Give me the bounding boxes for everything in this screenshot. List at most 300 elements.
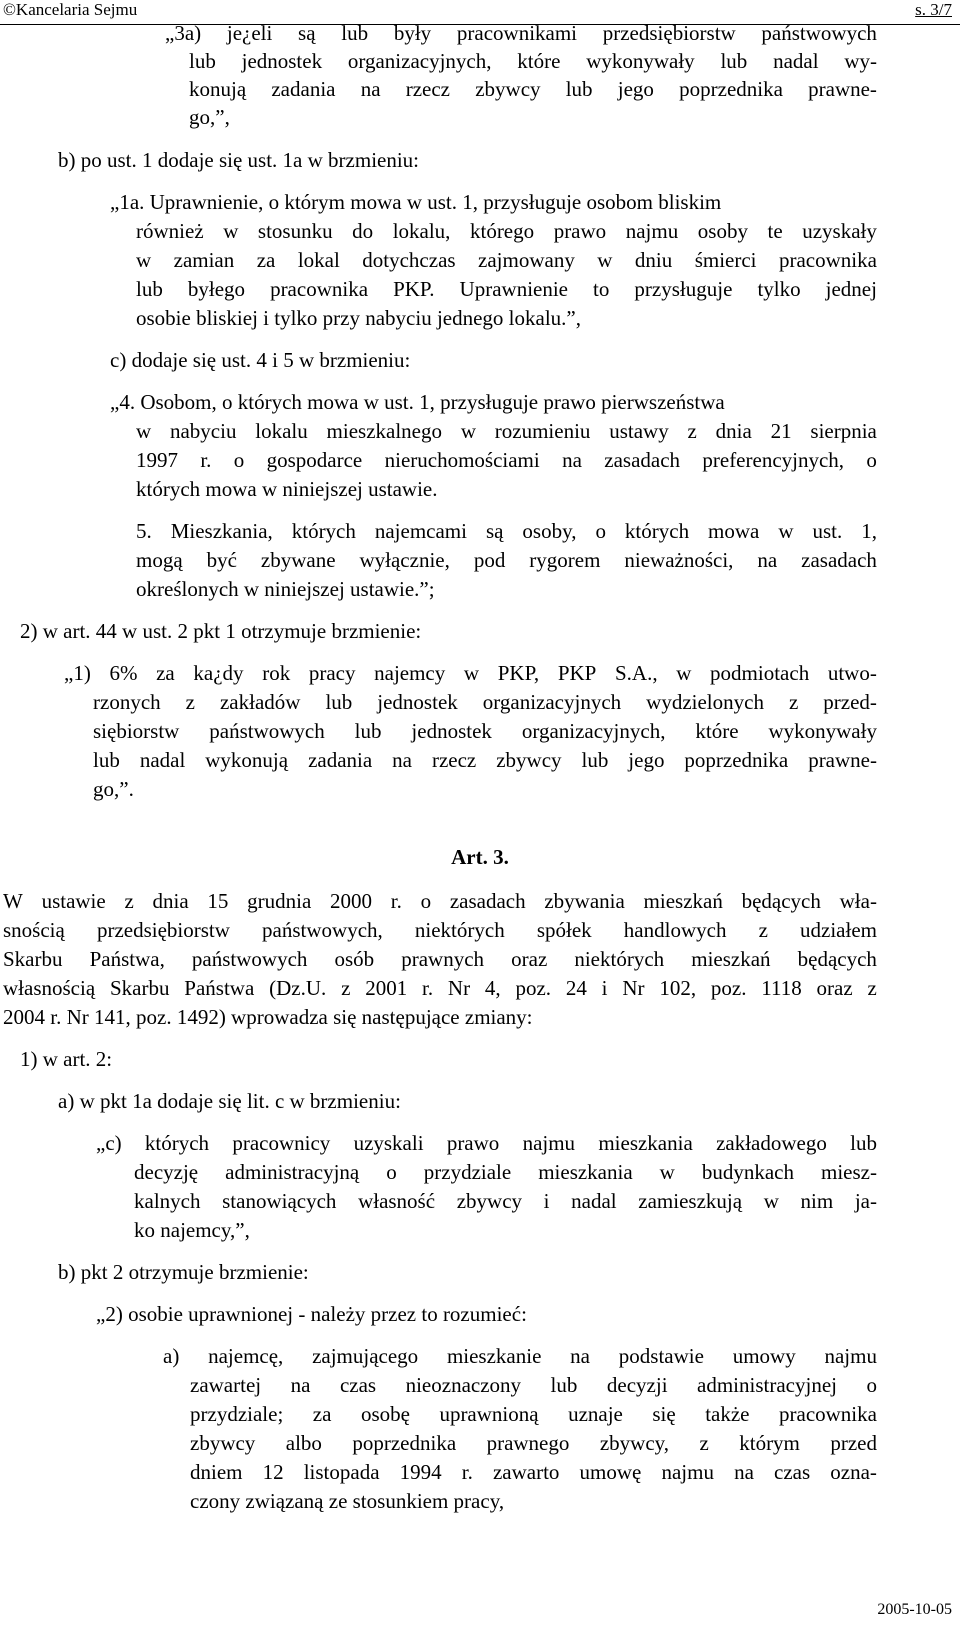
word: przysługuje (634, 277, 733, 301)
word: i (601, 976, 608, 1000)
text-line (134, 1159, 877, 1185)
word: na (734, 1460, 754, 1484)
word: 1, (861, 519, 877, 543)
word: także (705, 1402, 750, 1426)
word: ust. (812, 519, 843, 543)
text-line: 2) w art. 44 w ust. 2 pkt 1 otrzymuje brzmienie: (20, 619, 422, 643)
text-line: a) w pkt 1a dodaje się lit. c w brzmieniu: (58, 1089, 401, 1113)
word: poprzednika (679, 77, 783, 101)
word: w (676, 661, 692, 685)
word: najmu (522, 1131, 576, 1155)
word: osobę (360, 1402, 410, 1426)
word: prawo (553, 219, 607, 243)
word: „c) (96, 1131, 122, 1155)
text-line (136, 547, 877, 573)
word: ozna- (830, 1460, 877, 1484)
word: w (778, 519, 794, 543)
word: administracyjnej (697, 1373, 837, 1397)
word: własność (358, 1189, 436, 1213)
word: z (687, 419, 697, 443)
word: PKP (557, 661, 597, 685)
word: uznaje (568, 1402, 623, 1426)
word: którego (469, 219, 535, 243)
word: preferencyjnych, (702, 448, 845, 472)
word: mieszkań (691, 947, 771, 971)
word: zamian (173, 248, 235, 272)
word: r. (422, 976, 434, 1000)
word: PKP. (393, 277, 435, 301)
word: jednej (825, 277, 877, 301)
word: a) (163, 1344, 180, 1368)
word: lub (136, 277, 163, 301)
word: 4, (484, 976, 501, 1000)
text-line (190, 1430, 877, 1456)
word: zajmującego (312, 1344, 419, 1368)
word: zbywcy (475, 77, 541, 101)
word: ustawy (609, 419, 669, 443)
text-line: 2004 r. Nr 141, poz. 1492) wprowadza się następujące zmiany: (3, 1005, 533, 1029)
word: poprzednika (352, 1431, 457, 1455)
word: rok (262, 661, 291, 685)
text-line: „4. Osobom, o których mowa w ust. 1, przysługuje prawo pierwszeństwa (110, 390, 725, 414)
text-line (93, 689, 877, 715)
word: utwo- (827, 661, 877, 685)
word: ustawie (41, 889, 106, 913)
word: których (291, 519, 356, 543)
text-line: osobie bliskiej i tylko przy nabyciu jednego lokalu.”, (136, 306, 581, 330)
word: je¿eli (226, 21, 273, 45)
text-line (3, 946, 877, 972)
word: rzonych (93, 690, 161, 714)
word: lub (325, 690, 353, 714)
word: lub (189, 49, 216, 73)
word: organizacyjnych, (347, 49, 492, 73)
word: zamieszkują (638, 1189, 743, 1213)
word: przedsiębiorstw (602, 21, 736, 45)
word: zadania (271, 77, 336, 101)
word: mieszkalnego (326, 419, 443, 443)
text-line (190, 1372, 877, 1398)
word: 2001 (365, 976, 408, 1000)
footer-date: 2005-10-05 (877, 1601, 952, 1618)
word: pracownika (778, 248, 877, 272)
word: przydziale; (190, 1402, 284, 1426)
word: na (562, 448, 582, 472)
word: lub (720, 49, 748, 73)
word: dnia (715, 419, 752, 443)
word: zbywcy (190, 1431, 256, 1455)
word: nim (800, 1189, 834, 1213)
word: r. (461, 1460, 473, 1484)
word: te (767, 219, 783, 243)
word: nadal (139, 748, 186, 772)
word: 1118 (761, 976, 802, 1000)
word: jego (617, 77, 654, 101)
word: przed- (823, 690, 877, 714)
word: z (699, 1431, 709, 1455)
word: w (136, 248, 152, 272)
word: na (392, 748, 412, 772)
word: nadal (571, 1189, 617, 1213)
word: lub (550, 1373, 578, 1397)
text-line: „2) osobie uprawnionej - należy przez to rozumieć: (96, 1302, 527, 1326)
word: kalnych (134, 1189, 201, 1213)
text-line (136, 447, 877, 473)
word: w (597, 248, 613, 272)
word: (Dz.U. (269, 976, 327, 1000)
word: z (788, 690, 799, 714)
text-line: b) pkt 2 otrzymuje brzmienie: (58, 1260, 309, 1284)
word: wykonują (205, 748, 289, 772)
word: dotychczas (362, 248, 456, 272)
word: poz. (710, 976, 747, 1000)
word: w (463, 661, 480, 685)
word: rozumieniu (494, 419, 591, 443)
word: nieważności, (624, 548, 734, 572)
word: mieszkania (538, 1160, 633, 1184)
text-line: określonych w niniejszej ustawie.”; (136, 577, 435, 601)
word: które (517, 49, 561, 73)
word: jednostek (377, 690, 458, 714)
word: najemcę, (208, 1344, 284, 1368)
header-page-number: s. 3/7 (915, 0, 952, 19)
text-line: 1) w art. 2: (20, 1047, 113, 1071)
word: na (757, 548, 778, 572)
word: pracownikami (456, 21, 578, 45)
text-line: ko najemcy,”, (134, 1218, 250, 1242)
word: siębiorstw (93, 719, 180, 743)
word: lokal (297, 248, 340, 272)
text-line (136, 276, 877, 302)
word: wykonywały (586, 49, 695, 73)
text-line: go,”, (189, 105, 230, 129)
word: na (570, 1344, 590, 1368)
word: to (593, 277, 610, 301)
word: mieszkań (643, 889, 723, 913)
word: wydzielonych (646, 690, 764, 714)
word: r. (390, 889, 402, 913)
word: poprzednika (684, 748, 789, 772)
word: grudnia (247, 889, 312, 913)
word: lokalu, (392, 219, 451, 243)
word: lub (850, 1131, 877, 1155)
word: nieoznaczony (405, 1373, 522, 1397)
word: niektórych (414, 918, 505, 942)
word: przedsiębiorstw (96, 918, 230, 942)
word: najemcami (374, 519, 467, 543)
word: prawnych (401, 947, 485, 971)
word: o (386, 1160, 397, 1184)
article-heading: Art. 3. (451, 845, 509, 869)
text-line (190, 1459, 877, 1485)
word: 24 (565, 976, 587, 1000)
word: uzyskały (802, 219, 877, 243)
word: rygorem (529, 548, 601, 572)
word: spółek (536, 918, 592, 942)
word: rzecz (431, 748, 477, 772)
word: do (352, 219, 374, 243)
word: jednostek (241, 49, 323, 73)
word: uprawnioną (439, 1402, 539, 1426)
word: państwowych, (262, 918, 383, 942)
word: śmierci (694, 248, 757, 272)
text-line (189, 48, 877, 74)
text-line: go,”. (93, 777, 134, 801)
word: oraz (816, 976, 853, 1000)
word: zawartej (190, 1373, 262, 1397)
word: r. (200, 448, 212, 472)
text-line: czony związaną ze stosunkiem pracy, (190, 1489, 505, 1513)
word: w (136, 419, 152, 443)
word: z (341, 976, 351, 1000)
text-line (136, 218, 877, 244)
word: 15 (207, 889, 229, 913)
text-line (136, 418, 877, 444)
text-line (136, 518, 877, 544)
word: gospodarce (266, 448, 363, 472)
word: na (360, 77, 381, 101)
word: są (298, 21, 316, 45)
word: zbywcy (496, 748, 562, 772)
word: przed (830, 1431, 877, 1455)
word: zakładów (219, 690, 301, 714)
word: organizacyjnych, (521, 719, 666, 743)
text-line: b) po ust. 1 dodaje się ust. 1a w brzmieniu: (58, 148, 420, 172)
word: lokalu (255, 419, 308, 443)
word: czas (774, 1460, 811, 1484)
word: pracy (308, 661, 356, 685)
word: nadal (773, 49, 819, 73)
word: handlowych (623, 918, 727, 942)
word: o (595, 519, 606, 543)
word: wła- (839, 889, 877, 913)
word: własnością (3, 976, 96, 1000)
word: W (3, 889, 23, 913)
word: stanowiących (222, 1189, 337, 1213)
word: za (156, 661, 175, 685)
word: niektórych (574, 947, 665, 971)
text-line (134, 1188, 877, 1214)
word: być (206, 548, 237, 572)
word: za (256, 248, 276, 272)
word: zasadach (801, 548, 877, 572)
word: o (866, 448, 877, 472)
word: albo (285, 1431, 322, 1455)
word: dnia (152, 889, 189, 913)
word: którym (739, 1431, 800, 1455)
text-line (136, 247, 877, 273)
word: mieszkania (598, 1131, 693, 1155)
word: „1) (64, 661, 91, 685)
word: Państwa (184, 976, 255, 1000)
word: poz. (515, 976, 552, 1000)
word: najemcy (374, 661, 446, 685)
word: dniu (634, 248, 673, 272)
word: były (393, 21, 432, 45)
word: pracownicy (232, 1131, 331, 1155)
word: najmu (824, 1344, 877, 1368)
word: Uprawnienie (459, 277, 569, 301)
word: o (420, 889, 432, 913)
word: 2000 (330, 889, 373, 913)
word: mogą (136, 548, 183, 572)
word: i (543, 1189, 550, 1213)
word: 12 (262, 1460, 284, 1484)
word: lub (565, 77, 593, 101)
word: umowy (732, 1344, 796, 1368)
word: prawne- (808, 77, 877, 101)
word: decyzji (606, 1373, 668, 1397)
text-line (190, 1401, 877, 1427)
word: zajmowany (478, 248, 575, 272)
word: w (460, 419, 476, 443)
word: zakładowego (716, 1131, 827, 1155)
word: budynkach (701, 1160, 794, 1184)
word: dniem (190, 1460, 243, 1484)
word: lub (354, 719, 382, 743)
word: w (659, 1160, 675, 1184)
word: państwowych (761, 21, 877, 45)
text-line (3, 975, 877, 1001)
word: 1997 (136, 448, 178, 472)
word: osób (334, 947, 375, 971)
word: również (136, 219, 204, 243)
word: w (223, 219, 239, 243)
word: których (624, 519, 690, 543)
word: 6% (109, 661, 138, 685)
word: Skarbu (109, 976, 170, 1000)
word: 102, (659, 976, 697, 1000)
text-line: których mowa w niniejszej ustawie. (136, 477, 438, 501)
word: prawo (446, 1131, 500, 1155)
word: zbywane (260, 548, 336, 572)
text-line (3, 888, 877, 914)
word: pod (473, 548, 506, 572)
word: o (866, 1373, 877, 1397)
word: lub (93, 748, 120, 772)
word: wyłącznie, (359, 548, 450, 572)
word: nabyciu (169, 419, 237, 443)
word: najmu (661, 1460, 714, 1484)
word: zawarto (492, 1460, 560, 1484)
word: pracownika (270, 277, 369, 301)
word: jego (628, 748, 665, 772)
word: za (312, 1402, 332, 1426)
text-line (93, 747, 877, 773)
word: jednostek (411, 719, 492, 743)
text-line (189, 76, 877, 102)
word: byłego (187, 277, 246, 301)
word: będących (797, 947, 877, 971)
word: zbywcy (456, 1189, 523, 1213)
word: ja- (854, 1189, 877, 1213)
text-line (165, 20, 877, 46)
word: umowę (579, 1460, 642, 1484)
word: lub (581, 748, 609, 772)
word: których (144, 1131, 210, 1155)
word: lub (341, 21, 369, 45)
word: osoby (697, 219, 748, 243)
word: państwowych (191, 947, 308, 971)
word: zbywania (544, 889, 625, 913)
word: zasadach (604, 448, 681, 472)
word: na (290, 1373, 311, 1397)
word: organizacyjnych (482, 690, 622, 714)
word: S.A., (614, 661, 658, 685)
word: nieruchomościami (384, 448, 540, 472)
word: oraz (511, 947, 548, 971)
text-line (64, 660, 877, 686)
word: mowa (708, 519, 760, 543)
word: decyzję (134, 1160, 199, 1184)
word: wykonywały (768, 719, 877, 743)
word: 1994 (399, 1460, 442, 1484)
word: Nr (622, 976, 645, 1000)
word: administracyjną (225, 1160, 360, 1184)
word: PKP, (497, 661, 540, 685)
word: Mieszkania, (170, 519, 273, 543)
text-line: c) dodaje się ust. 4 i 5 w brzmieniu: (110, 348, 411, 372)
word: 21 (770, 419, 792, 443)
word: zasadach (449, 889, 526, 913)
word: snością (3, 918, 65, 942)
word: najmu (625, 219, 679, 243)
word: o (233, 448, 245, 472)
text-line (96, 1130, 877, 1156)
word: z (124, 889, 134, 913)
text-line (163, 1343, 877, 1369)
word: sierpnia (810, 419, 877, 443)
word: wy- (844, 49, 877, 73)
word: z (758, 918, 768, 942)
header-copyright: ©Kancelaria Sejmu (3, 0, 138, 19)
word: prawnego (486, 1431, 570, 1455)
word: Państwa, (89, 947, 165, 971)
word: mieszkanie (446, 1344, 542, 1368)
word: 5. (136, 519, 152, 543)
word: z (185, 690, 195, 714)
word: „3a) (165, 21, 202, 45)
word: ka¿dy (193, 661, 244, 685)
word: uzyskali (353, 1131, 424, 1155)
text-line (93, 718, 877, 744)
word: które (695, 719, 739, 743)
word: czas (339, 1373, 377, 1397)
word: osoby, (522, 519, 577, 543)
word: się (652, 1402, 676, 1426)
word: Nr (447, 976, 471, 1000)
word: podstawie (618, 1344, 704, 1368)
word: zbywcy, (599, 1431, 670, 1455)
word: rzecz (405, 77, 450, 101)
word: przydziale (423, 1160, 512, 1184)
word: z (867, 976, 877, 1000)
word: zadania (308, 748, 373, 772)
word: konują (189, 77, 247, 101)
word: państwowych (209, 719, 325, 743)
word: podmiotach (710, 661, 810, 685)
word: pracownika (779, 1402, 877, 1426)
text-line: „1a. Uprawnienie, o którym mowa w ust. 1, przysługuje osobom bliskim (110, 190, 722, 214)
word: stosunku (257, 219, 333, 243)
word: w (763, 1189, 779, 1213)
word: Skarbu (3, 947, 63, 971)
word: będących (741, 889, 821, 913)
word: tylko (757, 277, 801, 301)
word: prawne- (808, 748, 877, 772)
word: listopada (303, 1460, 380, 1484)
word: są (485, 519, 504, 543)
